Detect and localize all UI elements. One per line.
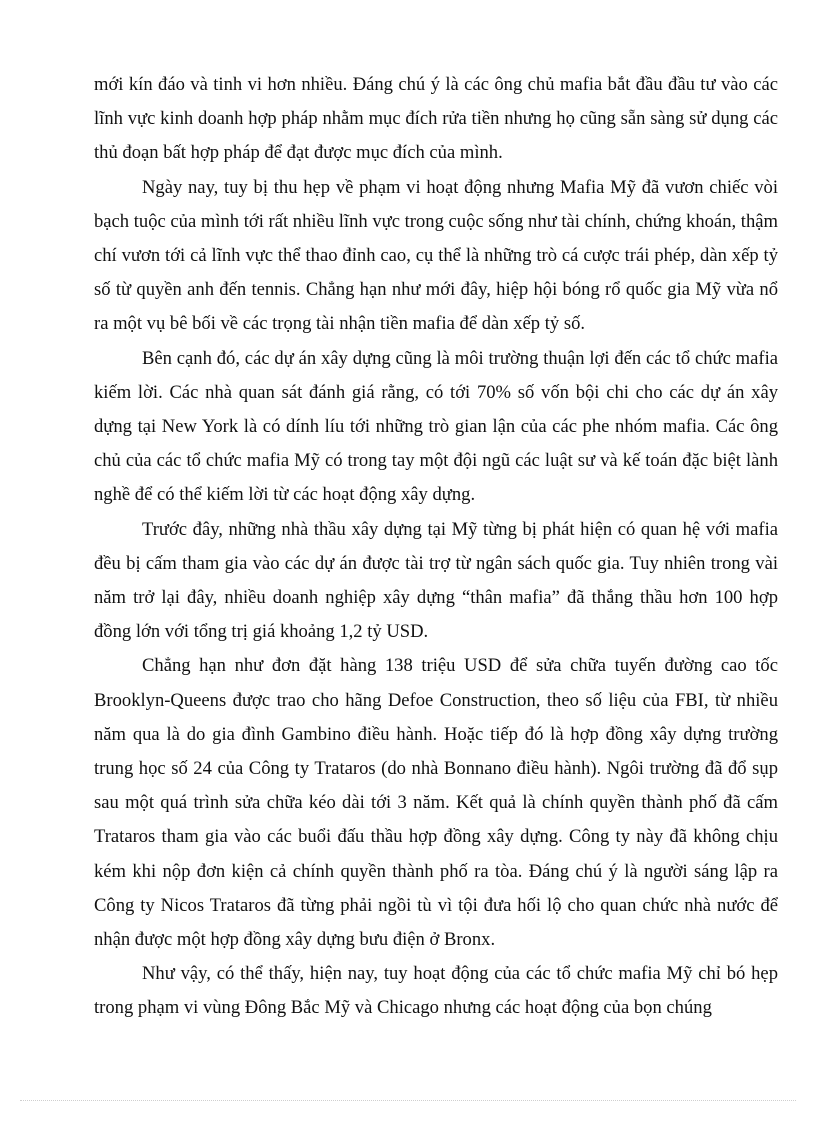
paragraph-contractors-ban: Trước đây, những nhà thầu xây dựng tại Mỹ từng bị phát hiện có quan hệ với mafia đều bị cấm tham gia vào các dự án được tài trợ từ ngân sách quốc gia. Tuy nhiên trong vài năm trở lại đây, nhiều doanh nghiệp xây dựng “thân mafia” đã thắng thầu hơn 100 hợp đồng lớn với tổng trị giá khoảng 1,2 tỷ USD. bbox=[94, 518, 778, 643]
paragraph-examples: Chẳng hạn như đơn đặt hàng 138 triệu USD để sửa chữa tuyến đường cao tốc Brooklyn-Queens được trao cho hãng Defoe Construction, theo số liệu của FBI, từ nhiều năm qua là do gia đình Gambino điều hành. Hoặc tiếp đó là hợp đồng xây dựng trường trung học số 24 của Công ty Trataros (do nhà Bonnano điều hành). Ngôi trường đã đổ sụp sau một quá trình sửa chữa kéo dài tới 3 năm. Kết quả là chính quyền thành phố đã cấm Trataros tham gia vào các buổi đấu thầu hợp đồng xây dựng. Công ty này đã không chịu kém khi nộp đơn kiện cả chính quyền thành phố ra tòa. Đáng chú ý là người sáng lập ra Công ty Nicos Trataros đã từng phải ngồi tù vì tội đưa hối lộ cho quan chức nhà nước để nhận được một hợp đồng xây dựng bưu điện ở Bronx. bbox=[94, 655, 778, 951]
page-bottom-divider bbox=[20, 1100, 796, 1101]
paragraph-conclusion: Như vậy, có thể thấy, hiện nay, tuy hoạt động của các tổ chức mafia Mỹ chỉ bó hẹp trong phạm vi vùng Đông Bắc Mỹ và Chicago nhưng các hoạt động của bọn chúng bbox=[94, 963, 778, 1019]
paragraph-construction-projects: Bên cạnh đó, các dự án xây dựng cũng là môi trường thuận lợi đến các tổ chức mafia kiếm lời. Các nhà quan sát đánh giá rằng, có tới 70% số vốn bội chi cho các dự án xây dựng tại New York là có dính líu tới những trò gian lận của các phe nhóm mafia. Các ông chủ của các tổ chức mafia Mỹ có trong tay một đội ngũ các luật sư và kế toán đặc biệt lành nghề để có thể kiếm lời từ các hoạt động xây dựng. bbox=[94, 347, 778, 506]
paragraph-mafia-expansion: Ngày nay, tuy bị thu hẹp về phạm vi hoạt động nhưng Mafia Mỹ đã vươn chiếc vòi bạch tuộc của mình tới rất nhiều lĩnh vực trong cuộc sống như tài chính, chứng khoán, thậm chí vươn tới cả lĩnh vực thể thao đỉnh cao, cụ thể là những trò cá cược trái phép, dàn xếp tỷ số từ quyền anh đến tennis. Chẳng hạn như mới đây, hiệp hội bóng rổ quốc gia Mỹ vừa nổ ra một vụ bê bối về các trọng tài nhận tiền mafia để dàn xếp tỷ số. bbox=[94, 176, 778, 335]
document-body bbox=[94, 68, 778, 1026]
paragraph-continuation: mới kín đáo và tinh vi hơn nhiều. Đáng chú ý là các ông chủ mafia bắt đầu đầu tư vào các lĩnh vực kinh doanh hợp pháp nhằm mục đích rửa tiền nhưng họ cũng sẵn sàng sử dụng các thủ đoạn bất hợp pháp để đạt được mục đích của mình. bbox=[94, 74, 778, 164]
